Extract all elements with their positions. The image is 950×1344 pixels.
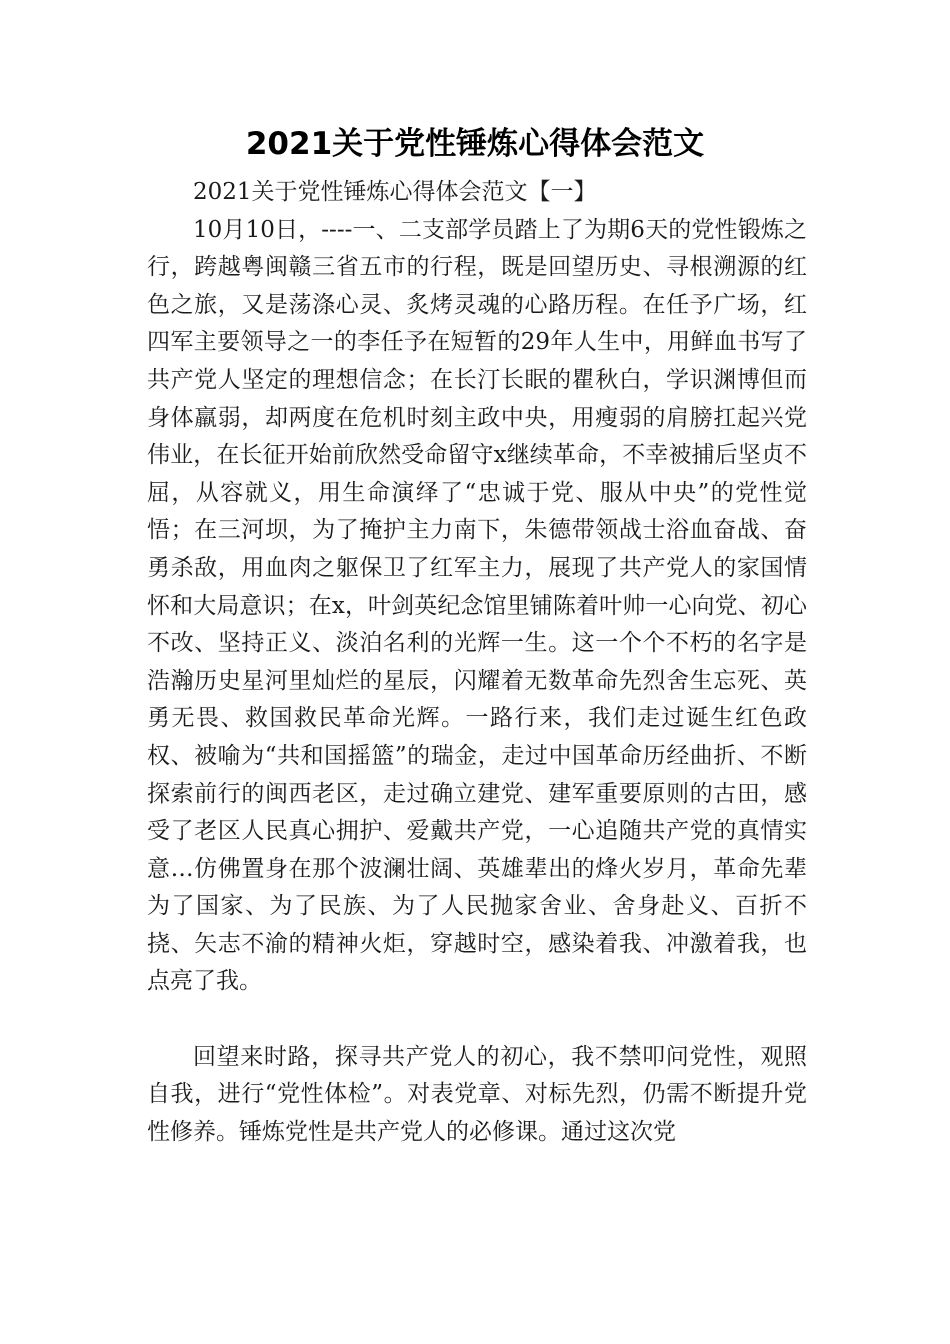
document-body [147, 174, 807, 1151]
body-paragraph-1: 10月10日，----一、二支部学员踏上了为期6天的党性锻炼之行，跨越粤闽赣三省五市的行程，既是回望历史、寻根溯源的红色之旅，又是荡涤心灵、炙烤灵魂的心路历程。在任予广场，红四军主要领导之一的李任予在短暂的29年人生中，用鲜血书写了共产党人坚定的理想信念；在长汀长眠的瞿秋白，学识渊博但而身体羸弱，却两度在危机时刻主政中央，用瘦弱的肩膀扛起兴党伟业，在长征开始前欣然受命留守x继续革命，不幸被捕后坚贞不屈，从容就义，用生命演绎了“忠诚于党、服从中央”的党性觉悟；在三河坝，为了掩护主力南下，朱德带领战士浴血奋战、奋勇杀敌，用血肉之躯保卫了红军主力，展现了共产党人的家国情怀和大局意识；在x，叶剑英纪念馆里铺陈着叶帅一心向党、初心不改、坚持正义、淡泊名利的光辉一生。这一个个不朽的名字是浩瀚历史星河里灿烂的星辰，闪耀着无数革命先烈舍生忘死、英勇无畏、救国救民革命光辉。一路行来，我们走过诞生红色政权、被喻为“共和国摇篮”的瑞金，走过中国革命历经曲折、不断探索前行的闽西老区，走过确立建党、建军重要原则的古田，感受了老区人民真心拥护、爱戴共产党，一心追随共产党的真情实意…仿佛置身在那个波澜壮阔、英雄辈出的烽火岁月，革命先辈为了国家、为了民族、为了人民抛家舍业、舍身赴义、百折不挠、矢志不渝的精神火炬，穿越时空，感染着我、冲激着我，也点亮了我。 [147, 216, 807, 995]
subtitle-paragraph: 2021关于党性锤炼心得体会范文【一】 [193, 179, 597, 205]
document-title: 2021关于党性锤炼心得体会范文 [245, 126, 705, 162]
body-paragraph-2: 回望来时路，探寻共产党人的初心，我不禁叩问党性，观照自我，进行“党性体检”。对表党章、对标先烈，仍需不断提升党性修养。锤炼党性是共产党人的必修课。通过这次党 [147, 1043, 807, 1145]
